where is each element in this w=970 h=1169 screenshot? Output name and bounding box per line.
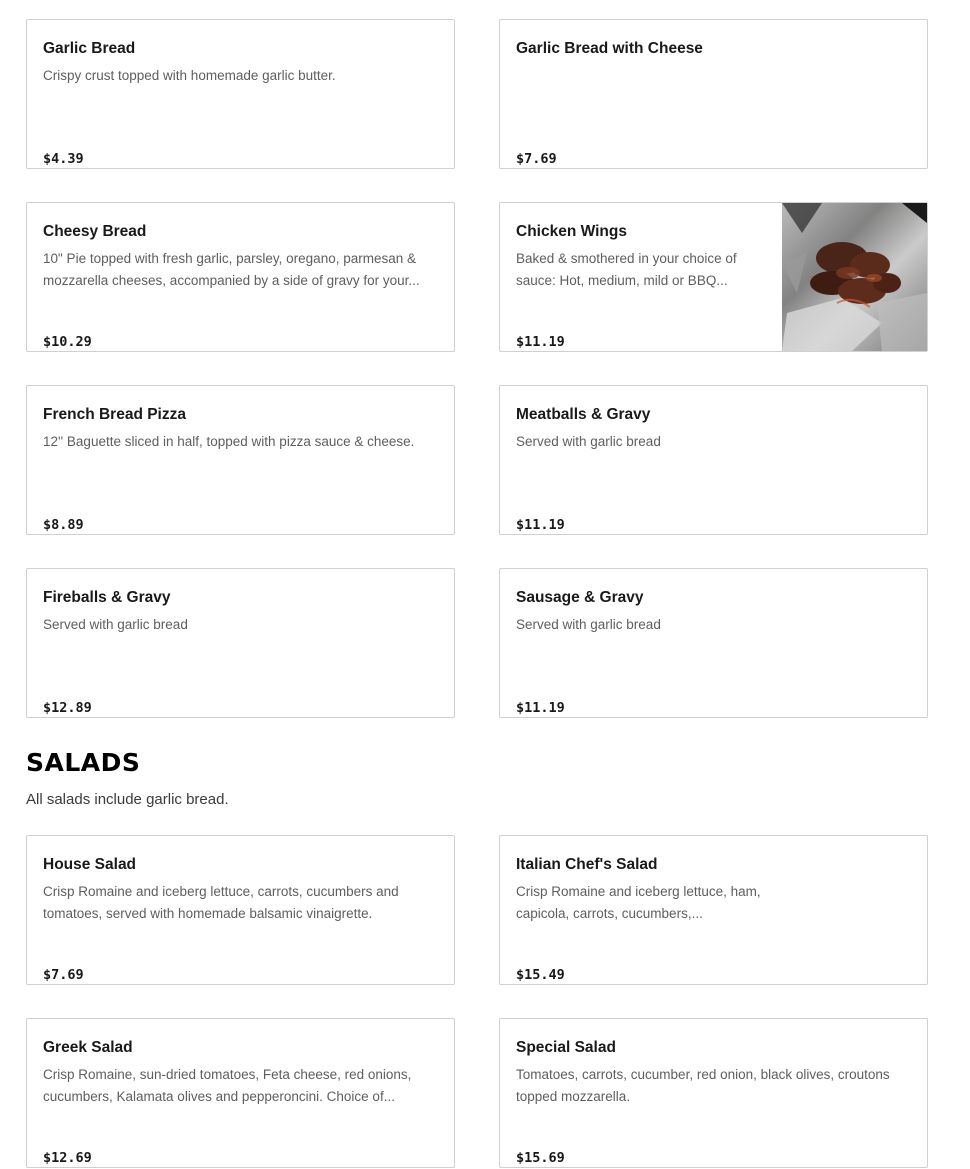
item-description: Baked & smothered in your choice of sauce: Hot, medium, mild or BBQ...: [516, 251, 737, 288]
item-name: Cheesy Bread: [43, 223, 147, 240]
item-description: Crisp Romaine and iceberg lettuce, ham, capicola, carrots, cucumbers,...: [516, 884, 761, 921]
item-price: $11.19: [516, 334, 565, 350]
menu-item-card[interactable]: [26, 568, 455, 718]
item-name: Sausage & Gravy: [516, 589, 644, 606]
menu-item-card[interactable]: [26, 835, 455, 985]
item-description: Crisp Romaine, sun-dried tomatoes, Feta cheese, red onions, cucumbers, Kalamata olives and pepperoncini. Choice of...: [43, 1067, 412, 1104]
item-name: French Bread Pizza: [43, 406, 186, 423]
item-name: Italian Chef's Salad: [516, 856, 658, 873]
item-name: Garlic Bread: [43, 40, 136, 57]
food-photo-illustration: [782, 203, 927, 351]
salads-grid: [26, 835, 928, 1168]
item-description: [516, 65, 911, 109]
item-price: $11.19: [516, 517, 565, 533]
item-name: Greek Salad: [43, 1039, 133, 1056]
item-price: $15.69: [516, 1150, 565, 1166]
item-name: Special Salad: [516, 1039, 616, 1056]
item-price: $10.29: [43, 334, 92, 350]
menu-item-card[interactable]: [499, 385, 928, 535]
item-description: Served with garlic bread: [516, 434, 661, 449]
appetizers-grid: [26, 19, 928, 718]
item-description: Crispy crust topped with homemade garlic butter.: [43, 68, 336, 83]
item-name: Garlic Bread with Cheese: [516, 40, 703, 57]
item-name: Meatballs & Gravy: [516, 406, 651, 423]
menu-item-card[interactable]: [26, 385, 455, 535]
item-price: $11.19: [516, 700, 565, 716]
item-description: Tomatoes, carrots, cucumber, red onion, black olives, croutons topped mozzarella.: [516, 1067, 890, 1104]
menu-item-card[interactable]: [26, 1018, 455, 1168]
item-description: Crisp Romaine and iceberg lettuce, carrots, cucumbers and tomatoes, served with homemade balsamic vinaigrette.: [43, 884, 399, 921]
item-price: $12.89: [43, 700, 92, 716]
salads-section-header: [26, 745, 229, 811]
item-name: House Salad: [43, 856, 137, 873]
item-price: $7.69: [43, 967, 84, 983]
item-description: 12'' Baguette sliced in half, topped with pizza sauce & cheese.: [43, 434, 415, 449]
item-name: Chicken Wings: [516, 223, 627, 240]
menu-item-card[interactable]: [499, 568, 928, 718]
item-description: Served with garlic bread: [516, 617, 661, 632]
item-name: Fireballs & Gravy: [43, 589, 171, 606]
item-price: $7.69: [516, 151, 557, 167]
menu-item-card[interactable]: [499, 202, 928, 352]
item-price: $12.69: [43, 1150, 92, 1166]
menu-item-card[interactable]: [499, 835, 928, 985]
section-title: SALADS: [26, 748, 141, 777]
menu-item-card[interactable]: [499, 19, 928, 169]
item-price: $4.39: [43, 151, 84, 167]
item-price: $8.89: [43, 517, 84, 533]
section-subtitle: All salads include garlic bread.: [26, 791, 229, 808]
item-description: 10" Pie topped with fresh garlic, parsley, oregano, parmesan & mozzarella cheeses, accompanied by a side of gravy for your...: [43, 251, 420, 288]
menu-item-card[interactable]: [26, 202, 455, 352]
menu-item-card[interactable]: [26, 19, 455, 169]
menu-item-card[interactable]: [499, 1018, 928, 1168]
item-description: Served with garlic bread: [43, 617, 188, 632]
item-price: $15.49: [516, 967, 565, 983]
chicken-wings-photo: [782, 203, 927, 351]
